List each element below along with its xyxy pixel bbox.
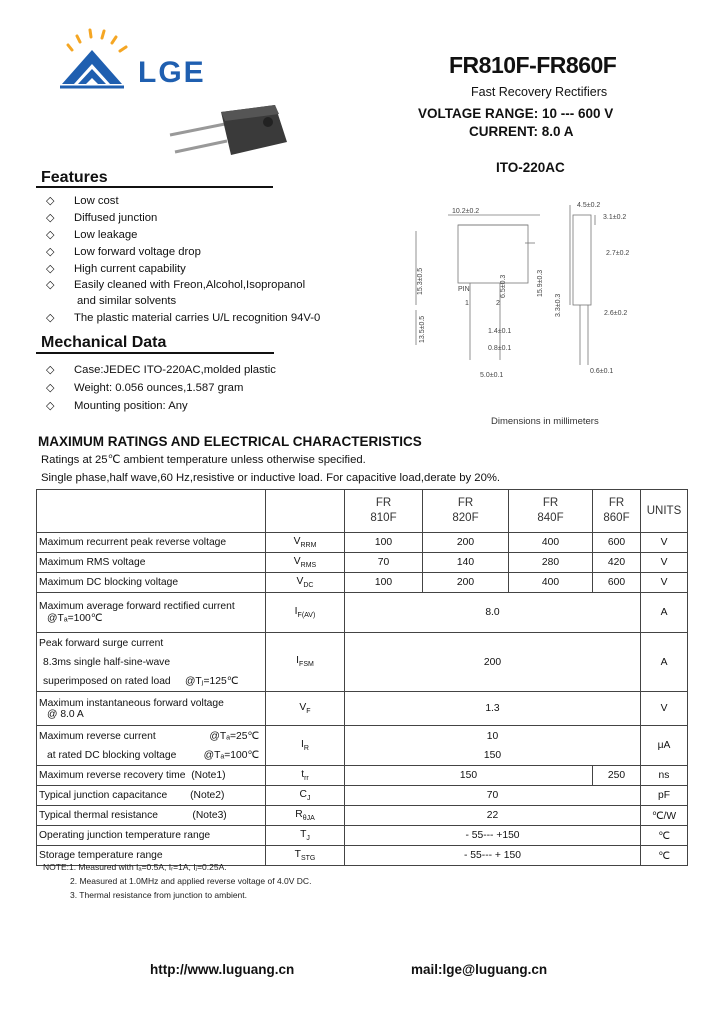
header-blank <box>37 490 266 533</box>
table-row: Operating junction temperature range $T_J$ - 55--- +150 ℃ <box>37 826 688 846</box>
feature-item: ◇ The plastic material carries U/L recognition 94V-0 <box>46 312 321 324</box>
dim-label: 10.2±0.2 <box>452 208 480 215</box>
table-header-row <box>37 490 688 533</box>
diamond-icon: ◇ <box>46 229 55 241</box>
table-row: Typical thermal resistance (Note3) $R_{\theta JA}$ 22 ℃/W <box>37 806 688 826</box>
feature-item: ◇ Low cost <box>46 195 119 207</box>
diamond-icon: ◇ <box>46 263 55 275</box>
table-row: Storage temperature range $T_{STG}$ - 55--- + 150 ℃ <box>37 846 688 866</box>
ratings-title: MAXIMUM RATINGS AND ELECTRICAL CHARACTERISTICS <box>38 434 422 449</box>
diamond-icon: ◇ <box>46 312 55 324</box>
table-row: Maximum average forward rectified current @Tₐ=100℃ $I_{F(AV)}$ 8.0 A <box>37 593 688 633</box>
table-row: Maximum reverse recovery time (Note1) $t_{rr}$ 150 250 ns <box>37 766 688 786</box>
dim-label: 3.3±0.3 <box>555 293 562 317</box>
features-title: Features <box>41 169 108 186</box>
dim-label: 0.6±0.1 <box>590 368 614 375</box>
diamond-icon: ◇ <box>46 195 55 207</box>
table-row: Typical junction capacitance (Note2) $C_J$ 70 pF <box>37 786 688 806</box>
diamond-icon: ◇ <box>46 364 55 376</box>
table-row: Maximum DC blocking voltage $V_{DC}$ 100 200 400 600 V <box>37 573 688 593</box>
current-rating: CURRENT: 8.0 A <box>469 124 574 139</box>
feature-item-cont: and similar solvents <box>77 295 177 307</box>
feature-item: ◇ Diffused junction <box>46 212 158 224</box>
table-row: Maximum recurrent peak reverse voltage $V_{RRM}$ 100 200 400 600 V <box>37 533 688 553</box>
dim-label: 0.8±0.1 <box>488 345 512 352</box>
note-2: 2. Measured at 1.0MHz and applied reverse voltage of 4.0V DC. <box>70 876 312 886</box>
component-image <box>165 100 300 165</box>
dim-label: 1.4±0.1 <box>488 328 512 335</box>
diamond-icon: ◇ <box>46 246 55 258</box>
dim-label: 2.7±0.2 <box>606 250 630 257</box>
package-name: ITO-220AC <box>496 160 565 175</box>
dim-label: 15.3±0.5 <box>417 267 424 295</box>
footer-mail-link[interactable]: mail:lge@luguang.cn <box>411 962 548 977</box>
diagram-caption: Dimensions in millimeters <box>491 416 599 427</box>
header-blank <box>266 490 345 533</box>
dim-label: 4.5±0.2 <box>577 202 601 209</box>
dim-label: 6.5±0.3 <box>500 274 507 298</box>
logo <box>50 22 240 97</box>
footer-url-link[interactable]: http://www.luguang.cn <box>150 962 295 977</box>
table-row: Maximum RMS voltage $V_{RMS}$ 70 140 280 420 V <box>37 553 688 573</box>
diamond-icon: ◇ <box>46 382 55 394</box>
ratings-note-1: Ratings at 25℃ ambient temperature unless otherwise specified. <box>41 454 366 466</box>
header-part: FR 810F <box>345 490 423 533</box>
logo-emblem-icon <box>50 22 240 97</box>
feature-item: ◇ Easily cleaned with Freon,Alcohol,Isopropanol <box>46 279 306 291</box>
dim-label: 15.9±0.3 <box>537 269 544 297</box>
table-row: Maximum reverse current @Tₐ=25℃ at rated DC blocking voltage @Tₐ=100℃ $I_R$ 10 150 μA <box>37 726 688 766</box>
mechanical-item: ◇ Weight: 0.056 ounces,1.587 gram <box>46 382 244 394</box>
diamond-icon: ◇ <box>46 212 55 224</box>
header-part: FR 840F <box>509 490 593 533</box>
voltage-range: VOLTAGE RANGE: 10 --- 600 V <box>418 106 614 121</box>
mechanical-divider <box>36 352 274 354</box>
dim-label: PIN <box>458 286 470 293</box>
feature-item: ◇ Low leakage <box>46 229 138 241</box>
mechanical-item: ◇ Mounting position: Any <box>46 400 188 412</box>
subtitle: Fast Recovery Rectifiers <box>471 85 608 99</box>
ratings-note-2: Single phase,half wave,60 Hz,resistive or inductive load. For capacitive load,derate by 20%. <box>41 472 501 484</box>
dim-label: 13.5±0.5 <box>419 315 426 343</box>
features-divider <box>36 186 273 188</box>
mechanical-title: Mechanical Data <box>41 334 167 351</box>
table-row: Maximum instantaneous forward voltage @ 8.0 A $V_F$ 1.3 V <box>37 692 688 726</box>
dim-label: 5.0±0.1 <box>480 372 504 379</box>
feature-item: ◇ Low forward voltage drop <box>46 246 201 258</box>
diamond-icon: ◇ <box>46 400 55 412</box>
mechanical-item: ◇ Case:JEDEC ITO-220AC,molded plastic <box>46 364 276 376</box>
brand-text: LGE <box>138 56 206 89</box>
package-dimension-drawing <box>410 195 695 400</box>
diamond-icon: ◇ <box>46 279 55 291</box>
header-units: UNITS <box>641 490 688 533</box>
dim-label: 3.1±0.2 <box>603 214 627 221</box>
header-part: FR 860F <box>593 490 641 533</box>
part-number: FR810F-FR860F <box>449 52 617 78</box>
note-1: NOTE:1. Measured with Iₐ=0.5A, Iᵣ=1A, Iⱼ=0.25A. <box>43 862 227 872</box>
dim-label: 2 <box>496 300 500 307</box>
dim-label: 1 <box>465 300 469 307</box>
header-part: FR 820F <box>423 490 509 533</box>
note-3: 3. Thermal resistance from junction to ambient. <box>70 890 248 900</box>
ratings-table <box>36 489 688 866</box>
feature-item: ◇ High current capability <box>46 263 186 275</box>
dim-label: 2.6±0.2 <box>604 310 628 317</box>
table-row: Peak forward surge current 8.3ms single half-sine-wave superimposed on rated load @Tⱼ=125℃ $I_{FSM}$ 200 A <box>37 633 688 692</box>
